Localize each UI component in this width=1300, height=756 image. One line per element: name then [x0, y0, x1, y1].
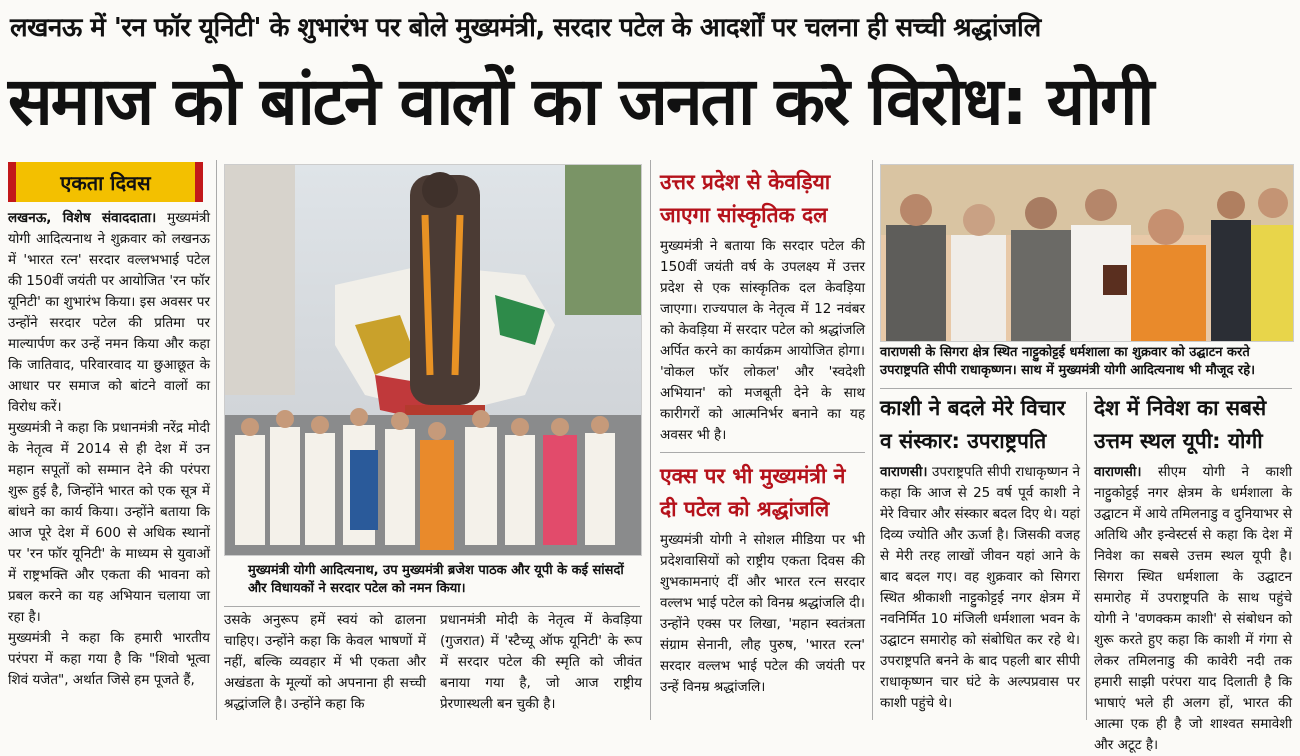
section-divider: [224, 606, 640, 607]
kicker-headline: लखनऊ में 'रन फॉर यूनिटी' के शुभारंभ पर बोले मुख्यमंत्री, सरदार पटेल के आदर्शों पर चलना ही सच्ची श्रद्धांजलि: [10, 13, 1041, 43]
paragraph: उपराष्ट्रपति सीपी राधाकृष्णन ने कहा कि आज से 25 वर्ष पूर्व काशी ने मेरे विचार और संस्कार बदल दिए थे। यहां दिव्य ज्योति और ऊर्जा है। जिसकी वजह से मेरी तरह लाखों जीवन यहां आने के बाद बदल गए। वह शुक्रवार को सिगरा स्थित श्रीकाशी नाट्टुकोट्टई नगर क्षेत्रम में नवनिर्मित 10 मंजिली धर्मशाला भवन के उद्घाटन समारोह को संबोधित कर रहे थे। उपराष्ट्रपति बनने के बाद पहली बार सीपी राधाकृष्णन चार घंटे के अल्पप्रवास पर काशी पहुंचे थे।: [880, 464, 1081, 711]
paragraph: मुख्यमंत्री ने कहा कि हमारी भारतीय परंपरा में कहा गया है कि "शिवो भूत्वा शिवं यजेत", अर्थात जिसे हम पूजते हैं,: [8, 630, 210, 688]
column-divider: [872, 160, 873, 720]
paragraph: मुख्यमंत्री ने कहा कि प्रधानमंत्री नरेंद्र मोदी के नेतृत्व में 2014 से ही देश में उन महान सपूतों को सम्मान देने की परंपरा शुरू हुई है, जिन्होंने भारत को एक सूत्र में बांधने का कार्य किया। उन्होंने बताया कि आज पूरे देश में 600 से अधिक स्थानों पर 'रन फॉर यूनिटी' के माध्यम से युवाओं में राष्ट्रभक्ति और एकता की भावना को प्रबल करने का यह अभियान चलाया जा रहा है।: [8, 420, 210, 625]
section-tag: एकता दिवस: [8, 162, 203, 202]
column-divider: [650, 160, 651, 720]
right-column-1: [880, 462, 1080, 720]
section-divider: [660, 452, 865, 453]
dateline: वाराणसी।: [1094, 464, 1142, 480]
photo-illustration: [881, 165, 1293, 341]
photo-caption: वाराणसी के सिगरा क्षेत्र स्थित नाट्टुकोट्टई धर्मशाला का शुक्रवार को उद्घाटन करते उपराष्ट्रपति सीपी राधाकृष्णन। साथ में मुख्यमंत्री योगी आदित्यनाथ भी मौजूद रहे।: [880, 345, 1256, 378]
middle-text-2: मुख्यमंत्री योगी ने सोशल मीडिया पर भी प्रदेशवासियों को राष्ट्रीय एकता दिवस की शुभकामनाएं दीं और भारत रत्न सरदार वल्लभ भाई पटेल को विनम्र श्रद्धांजलि दी। उन्होंने एक्स पर लिखा, 'महान स्वतंत्रता संग्राम सेनानी, लौह पुरुष, 'भारत रत्न' सरदार वल्लभ भाई पटेल की जयंती पर उन्हें विनम्र श्रद्धांजलि।: [660, 532, 865, 695]
paragraph: सीएम योगी ने काशी नाट्टुकोट्टई नगर क्षेत्रम के धर्मशाला के उद्घाटन में आये तमिलनाडु व दुनियाभर से अतिथि और इन्वेस्टर्स से कहा कि देश में निवेश का सबसे उत्तम स्थल यूपी है। सिगरा स्थित धर्मशाला के उद्घाटन समारोह में उपराष्ट्रपति के साथ पहुंचे योगी ने 'वणक्कम काशी' से संबोधन को शुरू करते हुए कहा कि काशी में गंगा से लेकर तमिलनाडु की कावेरी नदी तक हमारी साझी परंपरा याद दिलाती है कि भाषाएं भले ही अलग हों, भारत की आत्मा एक ही है जो शाश्वत समावेशी और अटूट है।: [1094, 464, 1292, 753]
photo-caption: मुख्यमंत्री योगी आदित्यनाथ, उप मुख्यमंत्री ब्रजेश पाठक और यूपी के कई सांसदों और विधायकों ने सरदार पटेल को नमन किया।: [248, 563, 624, 596]
column-divider: [1086, 392, 1087, 720]
column-3: प्रधानमंत्री मोदी के नेतृत्व में केवड़िया (गुजरात) में 'स्टैच्यू ऑफ यूनिटी' के रूप में सरदार पटेल की स्मृति को जीवंत बनाया गया है, जो आज राष्ट्रीय प्रेरणास्थली बन चुकी है।: [440, 612, 642, 712]
main-headline: समाज को बांटने वालों का जनता करे विरोध: योगी: [8, 63, 1153, 140]
subheading-x-tribute: एक्स पर भी मुख्यमंत्री ने दी पटेल को श्रद्धांजलि: [660, 464, 846, 521]
photo-dharamshala-inauguration: [880, 164, 1294, 342]
section-divider: [880, 388, 1292, 389]
dateline: वाराणसी।: [880, 464, 928, 480]
subheading-invest-up: देश में निवेश का सबसे उत्तम स्थल यूपी: योगी: [1094, 396, 1267, 453]
photo-illustration: [225, 165, 641, 555]
middle-text-1: मुख्यमंत्री ने बताया कि सरदार पटेल की 150वीं जयंती वर्ष के उपलक्ष्य में उत्तर प्रदेश से एक सांस्कृतिक दल केवड़िया जाएगा। राज्यपाल के नेतृत्व में 12 नवंबर को केवड़िया में सरदार पटेल को श्रद्धांजलि अर्पित करने का कार्यक्रम आयोजित होगा। 'वोकल फॉर लोकल' और 'स्वदेशी अभियान' को मजबूती देने के साथ कारीगरों को आत्मनिर्भर बनाने का यह अवसर भी है।: [660, 238, 865, 443]
dateline: लखनऊ, विशेष संवाददाता।: [8, 210, 157, 226]
photo-statue-ceremony: [224, 164, 642, 556]
subheading-vice-president: काशी ने बदले मेरे विचार व संस्कार: उपराष्ट्रपति: [880, 396, 1066, 453]
subheading-cultural-team: उत्तर प्रदेश से केवड़िया जाएगा सांस्कृतिक दल: [660, 170, 831, 227]
paragraph: मुख्यमंत्री योगी आदित्यनाथ ने शुक्रवार को लखनऊ में 'भारत रत्न' सरदार वल्लभभाई पटेल की 150वीं जयंती पर आयोजित 'रन फॉर यूनिटी' का शुभारंभ किया। इस अवसर पर उन्होंने सरदार पटेल की प्रतिमा पर माल्यार्पण कर उन्हें नमन किया और कहा कि जातिवाद, परिवारवाद या छुआछूत के आधार पर समाज को बांटने वालों का विरोध करें।: [8, 210, 210, 415]
column-2: उसके अनुरूप हमें स्वयं को ढालना चाहिए। उन्होंने कहा कि केवल भाषणों में नहीं, बल्कि व्यवहार में भी एकता और अखंडता के मूल्यों को अपनाना ही सच्ची श्रद्धांजलि है। उन्होंने कहा कि: [224, 612, 426, 712]
column-divider: [216, 160, 217, 720]
right-column-2: [1094, 462, 1292, 753]
column-1: [8, 208, 210, 720]
